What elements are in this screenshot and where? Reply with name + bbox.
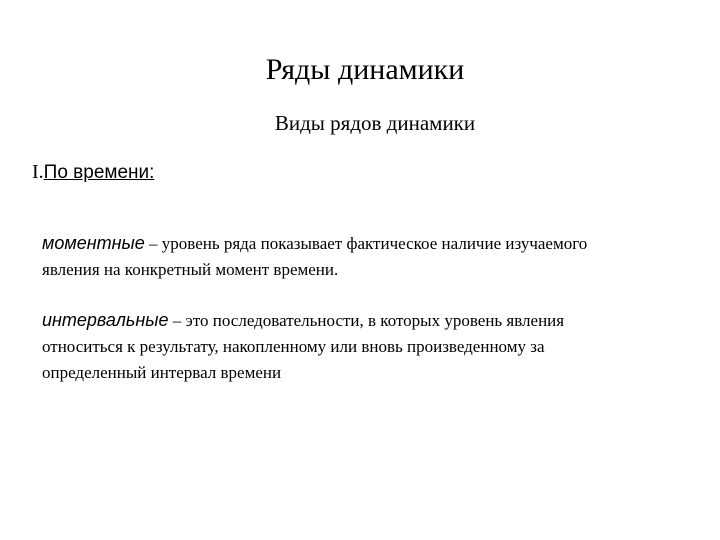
definition-term-interval: интервальные xyxy=(42,310,169,330)
definition-text-moment: – уровень ряда показывает фактическое наличие изучаемого явления на конкретный момент времени. xyxy=(42,234,588,279)
section-heading xyxy=(32,159,154,186)
definition-interval xyxy=(42,307,612,386)
definition-moment xyxy=(42,230,612,283)
definition-text-interval: – это последовательности, в которых уровень явления относиться к результату, накопленному или вновь произведенному за определенный интервал времени xyxy=(42,311,565,382)
slide-title: Ряды динамики xyxy=(265,53,465,86)
section-label: По времени: xyxy=(43,162,155,183)
section-numeral: I. xyxy=(32,161,44,183)
definition-term-moment: моментные xyxy=(42,233,145,253)
slide-subtitle: Виды рядов динамики xyxy=(274,111,476,135)
